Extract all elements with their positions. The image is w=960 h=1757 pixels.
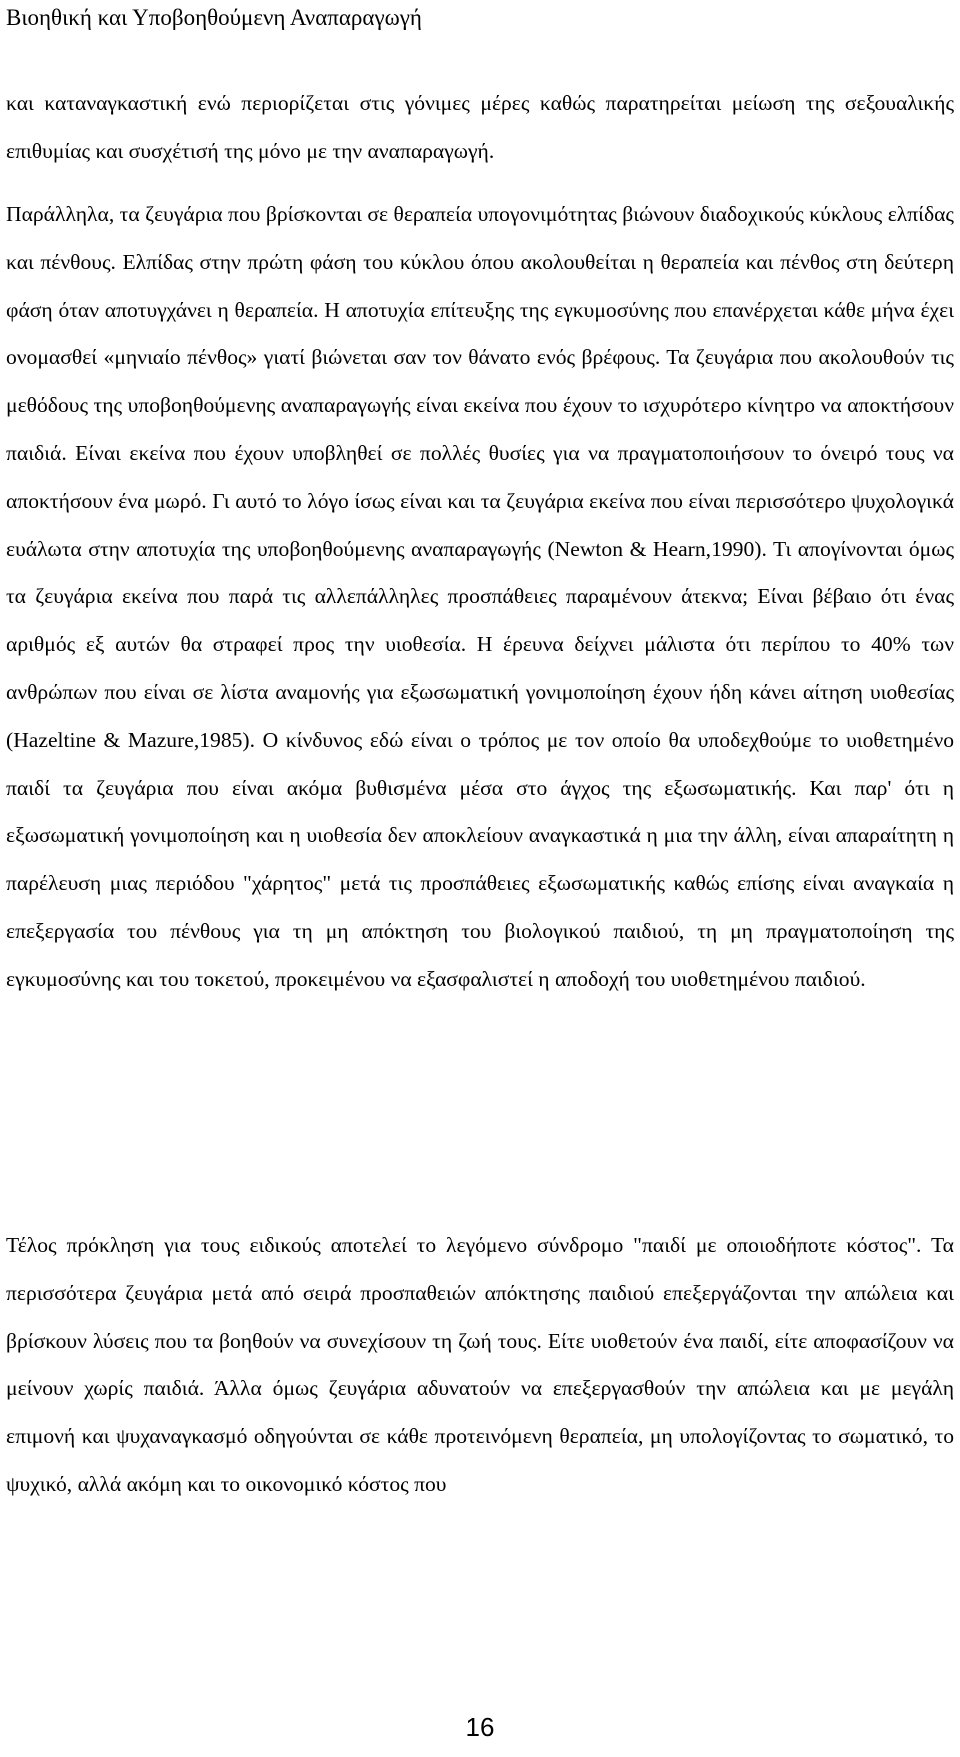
body-paragraph: Παράλληλα, τα ζευγάρια που βρίσκονται σε θεραπεία υπογονιμότητας βιώνουν διαδοχικούς κύκλους ελπίδας και πένθους. Ελπίδας στην πρώτη φάση του κύκλου όπου ακολουθείται η θεραπεία και πένθος στη δεύτερη φάση όταν αποτυγχάνει η θεραπεία. Η αποτυχία επίτευξης της εγκυμοσύνης που επανέρχεται κάθε μήνα έχει ονομασθεί «μηνιαίο πένθος» γιατί βιώνεται σαν τον θάνατο ενός βρέφους. Τα ζευγάρια που ακολουθούν τις μεθόδους της υποβοηθούμενης αναπαραγωγής είναι εκείνα που έχουν το ισχυρότερο κίνητρο να αποκτήσουν παιδιά. Είναι εκείνα που έχουν υποβληθεί σε πολλές θυσίες για να πραγματοποιήσουν το όνειρό τους να αποκτήσουν ένα μωρό. Γι αυτό το λόγο ίσως είναι και τα ζευγάρια εκείνα που είναι περισσότερο ψυχολογικά ευάλωτα στην αποτυχία της υποβοηθούμενης αναπαραγωγής (Newton & Hearn,1990). Τι απογίνονται όμως τα ζευγάρια εκείνα που παρά τις αλλεπάλληλες προσπάθειες παραμένουν άτεκνα; Είναι βέβαιο ότι ένας αριθμός εξ αυτών θα στραφεί προς την υιοθεσία. Η έρευνα δείχνει μάλιστα ότι περίπου το 40% των ανθρώπων που είναι σε λίστα αναμονής για εξωσωματική γονιμοποίηση έχουν ήδη κάνει αίτηση υιοθεσίας (Hazeltine & Mazure,1985). Ο κίνδυνος εδώ είναι ο τρόπος με τον οποίο θα υποδεχθούμε το υιοθετημένο παιδί τα ζευγάρια που είναι ακόμα βυθισμένα μέσα στο άγχος της εξωσωματικής. Και παρ' ότι η εξωσωματική γονιμοποίηση και η υιοθεσία δεν αποκλείουν αναγκαστικά η μια την άλλη, είναι απαραίτητη η παρέλευση μιας περιόδου "χάρητος" μετά τις προσπάθειες εξωσωματικής καθώς επίσης είναι αναγκαία η επεξεργασία του πένθους για τη μη απόκτηση του βιολογικού παιδιού, τη μη πραγματοποίηση της εγκυμοσύνης και του τοκετού, προκειμένου να εξασφαλιστεί η αποδοχή του υιοθετημένου παιδιού. (6, 202, 954, 991)
body-paragraph: Τέλος πρόκληση για τους ειδικούς αποτελεί το λεγόμενο σύνδρομο "παιδί με οποιοδήποτε κόστος". Τα περισσότερα ζευγάρια μετά από σειρά προσπαθειών απόκτησης παιδιού επεξεργάζονται την απώλεια και βρίσκουν λύσεις που τα βοηθούν να συνεχίσουν τη ζωή τους. Είτε υιοθετούν ένα παιδί, είτε αποφασίζουν να μείνουν χωρίς παιδιά. Άλλα όμως ζευγάρια αδυνατούν να επεξεργασθούν την απώλεια και με μεγάλη επιμονή και ψυχαναγκασμό οδηγούνται σε κάθε προτεινόμενη θεραπεία, μη υπολογίζοντας το σωματικό, το ψυχικό, αλλά ακόμη και το οικονομικό κόστος που (6, 1233, 954, 1496)
page-number: 16 (465, 1712, 495, 1742)
body-paragraph: και καταναγκαστική ενώ περιορίζεται στις γόνιμες μέρες καθώς παρατηρείται μείωση της σεξουαλικής επιθυμίας και συσχέτισή της μόνο με την αναπαραγωγή. (6, 91, 954, 163)
page-header-title: Βιοηθική και Υποβοηθούμενη Αναπαραγωγή (6, 5, 422, 30)
